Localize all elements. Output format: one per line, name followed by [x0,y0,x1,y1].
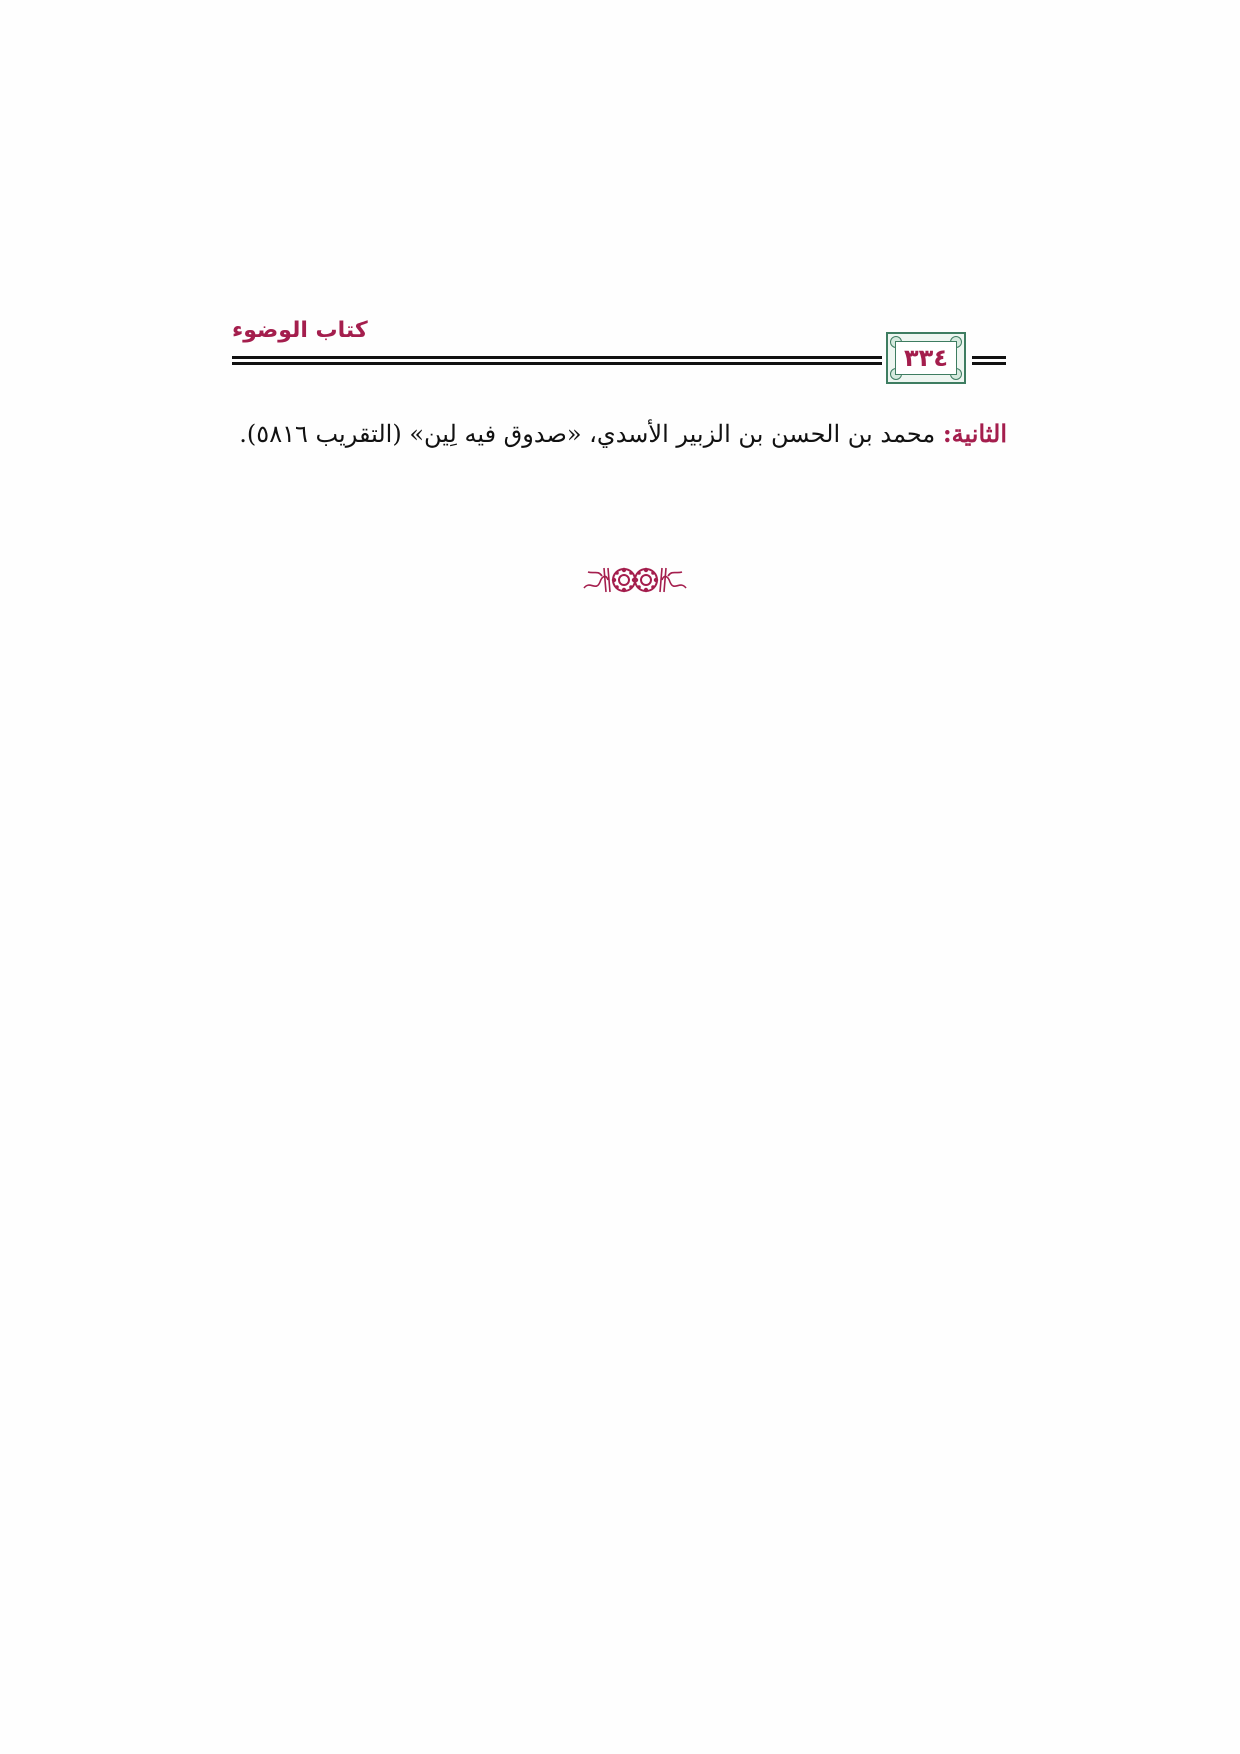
header-rule-short [972,356,1006,365]
page-number-frame [886,332,966,384]
floral-divider-icon [580,560,690,600]
page-number: ٣٣٤ [904,344,948,372]
label-colon: : [942,419,952,448]
page-number-box [895,341,957,375]
paragraph-label: الثانية [951,419,1007,448]
header-rule [232,356,882,365]
paragraph [232,405,1007,463]
chapter-title: كتاب الوضوء [232,318,368,343]
paragraph-text: محمد بن الحسن بن الزبير الأسدي، «صدوق فيه لِين» (التقريب ٥٨١٦). [239,420,943,448]
